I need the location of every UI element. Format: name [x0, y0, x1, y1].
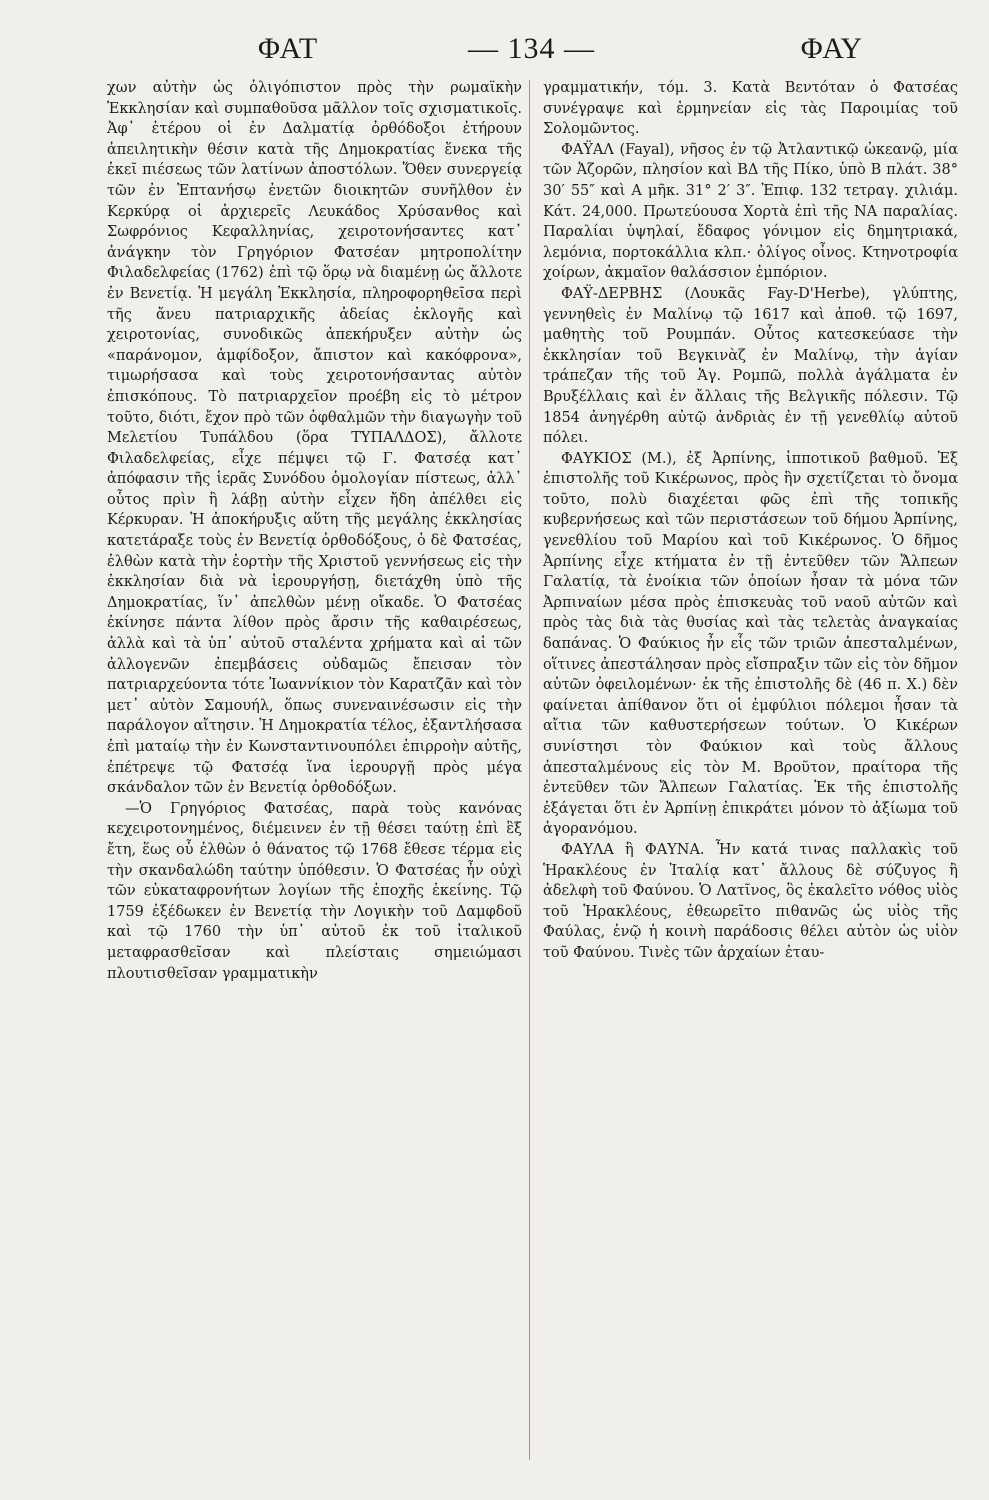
column-divider — [529, 80, 530, 1460]
page-number: — 134 — — [468, 32, 595, 65]
right-paragraph-1: γραμματικήν, τόμ. 3. Κατὰ Βεντόταν ὁ Φατσέας συνέγραψε καὶ ἑρμηνείαν εἰς τὰς Παροιμίας τοῦ Σολομῶντος. — [543, 80, 958, 138]
entry-faukios: ΦΑΥΚΙΟΣ (Μ.), ἐξ Ἀρπίνης, ἱπποτικοῦ βαθμοῦ. Ἐξ ἐπιστολῆς τοῦ Κικέρωνος, πρὸς ἣν σχετίζεται τὸ ὄνομα τοῦτο, πολὺ διαχέεται φῶς ἐπὶ τῆς τοπικῆς κυβερνήσεως καὶ τῶν περιστάσεων τοῦ δήμου Ἀρπίνης, γενεθλίου τοῦ Μαρίου καὶ τοῦ Κικέρωνος. Ὁ δῆμος Ἀρπίνης εἶχε κτήματα ἐν τῇ ἐντεῦθεν τῶν Ἄλπεων Γαλατίᾳ, τὰ ἐνοίκια τῶν ὁποίων ἦσαν τὰ μόνα τῶν Ἀρπιναίων μέσα πρὸς ἐπισκευὰς τοῦ ναοῦ αὐτῶν καὶ πρὸς τὰς διὰ τὰς θυσίας καὶ τὰς τελετὰς ἀναγκαίας δαπάνας. Ὁ Φαύκιος ἦν εἷς τῶν τριῶν ἀπεσταλμένων, οἵτινες ἀπεστάλησαν πρὸς εἴσπραξιν τῶν εἰς τὸν δῆμον αὐτῶν ὀφειλομένων· ἐκ τῆς ἐπιστολῆς δὲ (46 π. Χ.) δὲν φαίνεται ἀπίθανον ὅτι οἱ ἐμφύλιοι πόλεμοι ἦσαν τὰ αἴτια τῶν καθυστερήσεων τούτων. Ὁ Κικέρων συνίστησι τὸν Φαύκιον καὶ τοὺς ἄλλους ἀπεσταλμένους εἰς τὸν Μ. Βροῦτον, πραίτορα τῆς ἐντεῦθεν τῶν Ἄλπεων Γαλατίας. Ἐκ τῆς ἐπιστολῆς ἐξάγεται ὅτι ἐν Ἀρπίνῃ ἐπικράτει μόνον τὸ ἀξίωμα τοῦ ἀγορανόμου. — [543, 450, 958, 838]
left-paragraph-1: χων αὐτὴν ὡς ὀλιγόπιστον πρὸς τὴν ρωμαϊκὴν Ἐκκλησίαν καὶ συμπαθοῦσα μᾶλλον τοῖς σχισματικοῖς. Ἀφ᾽ ἑτέρου οἱ ἐν Δαλματίᾳ ὀρθόδοξοι ἐτήρουν ἀπειλητικὴν θέσιν κατὰ τῆς Δημοκρατίας ἕνεκα τῆς ἐκεῖ πιέσεως τῶν λατίνων ἀποστόλων. Ὅθεν συνεργείᾳ τῶν ἐν Ἑπτανήσῳ ἐνετῶν διοικητῶν συνῆλθον ἐν Κερκύρᾳ οἱ ἀρχιερεῖς Λευκάδος Χρύσανθος καὶ Σωφρόνιος Κεφαλληνίας, χειροτονήσαντες κατ᾽ ἀνάγκην τὸν Γρηγόριον Φατσέαν μητροπολίτην Φιλαδελφείας (1762) ἐπὶ τῷ ὅρῳ νὰ διαμένῃ ὡς ἄλλοτε ἐν Βενετίᾳ. Ἡ μεγάλη Ἐκκλησία, πληροφορηθεῖσα περὶ τῆς ἄνευ πατριαρχικῆς ἀδείας ἐκλογῆς καὶ χειροτονίας, συνοδικῶς ἀπεκήρυξεν αὐτὴν ὡς «παράνομον, ἀμφίδοξον, ἄπιστον καὶ κακόφρονα», τιμωρήσασα καὶ τοὺς χειροτονήσαντας αὐτὸν ἐπισκόπους. Τὸ πατριαρχεῖον προέβη εἰς τὸ μέτρον τοῦτο, διότι, ἔχον πρὸ τῶν ὀφθαλμῶν τὴν διαγωγὴν τοῦ Μελετίου Τυπάλδου (ὅρα ΤΥΠΑΛΔΟΣ), ἄλλοτε Φιλαδελφείας, εἶχε πέμψει τῷ Γ. Φατσέᾳ κατ᾽ ἀπόφασιν τῆς ἱερᾶς Συνόδου ὁμολογίαν πίστεως, ἀλλ᾽ οὗτος πρὶν ἢ λάβῃ αὐτὴν εἶχεν ἤδη ἀπέλθει εἰς Κέρκυραν. Ἡ ἀποκήρυξις αὕτη τῆς μεγάλης ἐκκλησίας κατετάραξε τοὺς ἐν Βενετίᾳ ὀρθοδόξους, ὁ δὲ Φατσέας, ἐλθὼν κατὰ τὴν ἑορτὴν τῆς Χριστοῦ γεννήσεως εἰς τὴν ἐκκλησίαν διὰ νὰ ἱερουργήσῃ, διετάχθη ὑπὸ τῆς Δημοκρατίας, ἵν᾽ ἀπελθὼν μένῃ οἴκαδε. Ὁ Φατσέας ἐκίνησε πάντα λίθον πρὸς ἄρσιν τῆς καθαιρέσεως, ἀλλὰ καὶ τὰ ὑπ᾽ αὐτοῦ σταλέντα χρήματα καὶ αἱ τῶν ἀλλογενῶν ἐπεμβάσεις οὐδαμῶς ἔπεισαν τὸν πατριαρχεύοντα τότε Ἰωαννίκιον τὸν Καρατζᾶν καὶ τὸν μετ᾽ αὐτὸν Σαμουήλ, ὅπως συνεναινέσωσιν εἰς τὴν παράλογον αἴτησιν. Ἡ Δημοκρατία τέλος, ἐξαντλήσασα ἐπὶ ματαίῳ τὴν ἐν Κωνσταντινουπόλει ἐπιρροὴν αὐτῆς, ἐπέτρεψε τῷ Φατσέᾳ ἵνα ἱερουργῇ πρὸς μέγα σκάνδαλον τῶν ἐν Βενετίᾳ ὀρθοδόξων. — [107, 80, 522, 797]
running-header — [118, 20, 903, 70]
entry-fayal: ΦΑΫΑΛ (Fayal), νῆσος ἐν τῷ Ἀτλαντικῷ ὠκεανῷ, μία τῶν Ἀζορῶν, πλησίον καὶ ΒΔ τῆς Πίκο, ὑπὸ Β πλάτ. 38° 30′ 55″ καὶ Α μῆκ. 31° 2′ 3″. Ἐπιφ. 132 τετραγ. χιλιάμ. Κάτ. 24,000. Πρωτεύουσα Χορτὰ ἐπὶ τῆς ΝΑ παραλίας. Παραλίαι ὑψηλαί, ἔδαφος γόνιμον εἰς δημητριακά, λεμόνια, πορτοκάλλια κλπ.· ὀλίγος οἶνος. Κτηνοτροφία χοίρων, ἀκμαῖον θαλάσσιον ἐμπόριον. — [543, 141, 958, 282]
header-left-guide-word: ΦΑΤ — [258, 32, 319, 65]
right-column — [543, 78, 958, 964]
entry-faula: ΦΑΥΛΑ ἢ ΦΑΥΝΑ. Ἦν κατά τινας παλλακὶς τοῦ Ἡρακλέους ἐν Ἰταλίᾳ κατ᾽ ἄλλους δὲ σύζυγος ἢ ἀδελφὴ τοῦ Φαύνου. Ὁ Λατῖνος, ὃς ἐκαλεῖτο νόθος υἱὸς τοῦ Ἡρακλέους, ἐθεωρεῖτο πιθανῶς ὡς υἱὸς τῆς Φαύλας, ἐνῷ ἡ κοινὴ παράδοσις θέλει αὐτὸν ὡς υἱὸν τοῦ Φαύνου. Τινὲς τῶν ἀρχαίων ἐταυ- — [543, 841, 958, 961]
header-right-guide-word: ΦΑΥ — [800, 32, 863, 65]
left-paragraph-2: —Ὁ Γρηγόριος Φατσέας, παρὰ τοὺς κανόνας κεχειροτονημένος, διέμεινεν ἐν τῇ θέσει ταύτῃ ἐπὶ ἓξ ἔτη, ἕως οὗ ἐλθὼν ὁ θάνατος τῷ 1768 ἔθεσε τέρμα εἰς τὴν σκανδαλώδη ταύτην ὑπόθεσιν. Ὁ Φατσέας ἦν οὐχὶ τῶν εὐκαταφρονήτων λογίων τῆς ἐποχῆς ἐκείνης. Τῷ 1759 ἐξέδωκεν ἐν Βενετίᾳ τὴν Λογικὴν τοῦ Δαμφδοῦ καὶ τῷ 1760 τὴν ὑπ᾽ αὐτοῦ ἐκ τοῦ ἰταλικοῦ μεταφρασθεῖσαν καὶ πλείσταις σημειώμασι πλουτισθεῖσαν γραμματικὴν — [107, 800, 522, 982]
left-column — [107, 78, 522, 984]
entry-fay-derbe: ΦΑΫ-ΔΕΡΒΗΣ (Λουκᾶς Fay-D'Herbe), γλύπτης, γεννηθεὶς ἐν Μαλίνῳ τῷ 1617 καὶ ἀποθ. τῷ 1697, μαθητὴς τοῦ Ρουμπάν. Οὗτος κατεσκεύασε τὴν ἐκκλησίαν τοῦ Βεγκινὰζ ἐν Μαλίνῳ, τὴν ἁγίαν τράπεζαν τῆς τοῦ Ἁγ. Ρομπῶ, πολλὰ ἀγάλματα ἐν Βρυξέλλαις καὶ ἐν ἄλλαις τῆς Βελγικῆς πόλεσιν. Τῷ 1854 ἀνηγέρθη αὐτῷ ἀνδριὰς ἐν τῇ γενεθλίῳ αὐτοῦ πόλει. — [543, 285, 958, 447]
